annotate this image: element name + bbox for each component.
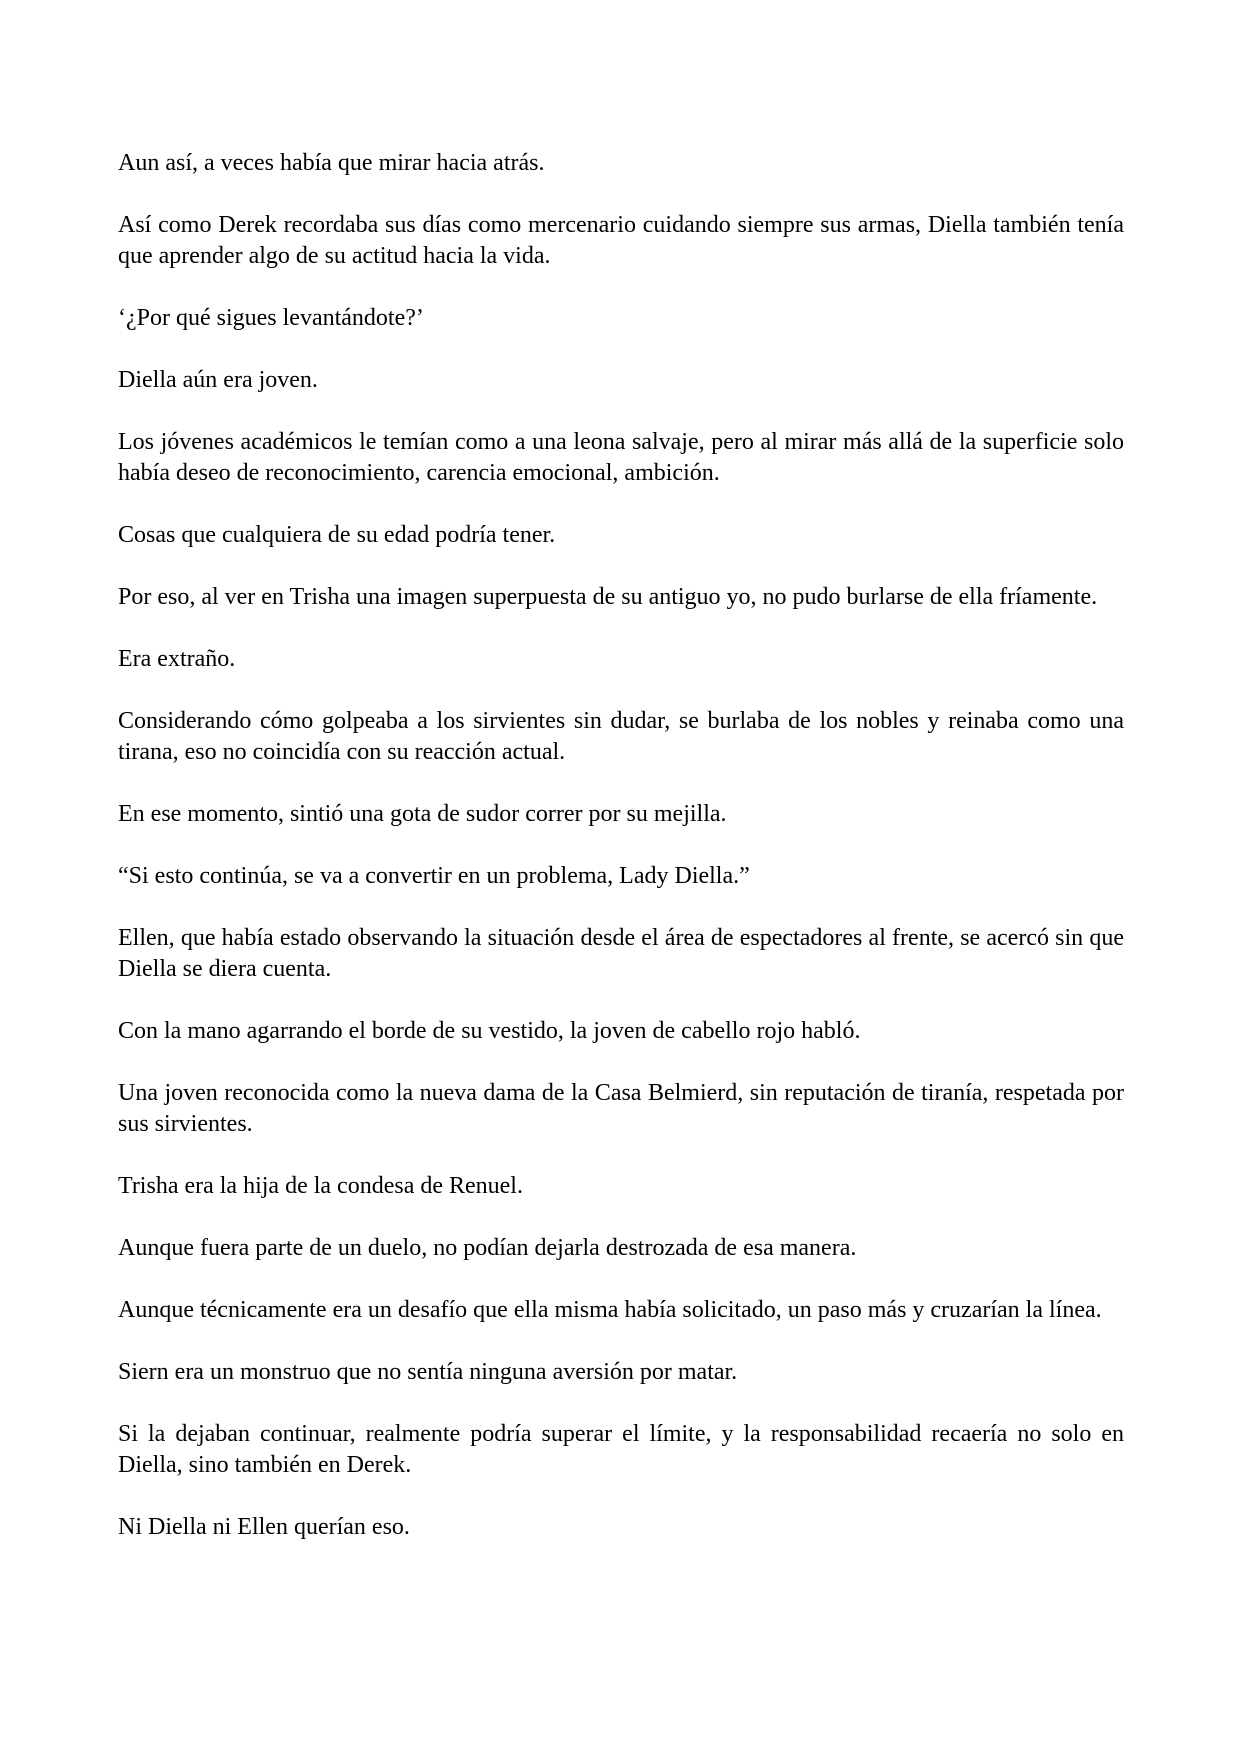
paragraph: Trisha era la hija de la condesa de Renuel. bbox=[118, 1173, 523, 1199]
paragraph: Aunque fuera parte de un duelo, no podían dejarla destrozada de esa manera. bbox=[118, 1235, 857, 1261]
paragraph: Cosas que cualquiera de su edad podría tener. bbox=[118, 522, 556, 548]
paragraph: Diella aún era joven. bbox=[118, 367, 318, 393]
paragraph: Era extraño. bbox=[118, 646, 236, 672]
paragraph: Así como Derek recordaba sus días como mercenario cuidando siempre sus armas, Diella también tenía que aprender algo de su actitud hacia la vida. bbox=[118, 212, 1124, 269]
paragraph: Aunque técnicamente era un desafío que ella misma había solicitado, un paso más y cruzarían la línea. bbox=[118, 1297, 1102, 1323]
paragraph: Aun así, a veces había que mirar hacia atrás. bbox=[118, 150, 545, 176]
paragraph: En ese momento, sintió una gota de sudor correr por su mejilla. bbox=[118, 801, 727, 827]
paragraph: Los jóvenes académicos le temían como a una leona salvaje, pero al mirar más allá de la superficie solo había deseo de reconocimiento, carencia emocional, ambición. bbox=[118, 429, 1124, 486]
paragraph: ‘¿Por qué sigues levantándote?’ bbox=[118, 305, 424, 331]
paragraph: Considerando cómo golpeaba a los sirvientes sin dudar, se burlaba de los nobles y reinaba como una tirana, eso no coincidía con su reacción actual. bbox=[118, 708, 1124, 765]
paragraph: Siern era un monstruo que no sentía ninguna aversión por matar. bbox=[118, 1359, 738, 1385]
paragraph: Una joven reconocida como la nueva dama de la Casa Belmierd, sin reputación de tiranía, respetada por sus sirvientes. bbox=[118, 1080, 1124, 1137]
paragraph: Ellen, que había estado observando la situación desde el área de espectadores al frente, se acercó sin que Diella se diera cuenta. bbox=[118, 925, 1124, 982]
paragraph: Con la mano agarrando el borde de su vestido, la joven de cabello rojo habló. bbox=[118, 1018, 861, 1044]
document-body bbox=[118, 148, 1124, 1543]
paragraph: “Si esto continúa, se va a convertir en un problema, Lady Diella.” bbox=[118, 863, 750, 889]
paragraph: Ni Diella ni Ellen querían eso. bbox=[118, 1514, 410, 1540]
paragraph: Si la dejaban continuar, realmente podría superar el límite, y la responsabilidad recaería no solo en Diella, sino también en Derek. bbox=[118, 1421, 1124, 1478]
paragraph: Por eso, al ver en Trisha una imagen superpuesta de su antiguo yo, no pudo burlarse de ella fríamente. bbox=[118, 584, 1098, 610]
